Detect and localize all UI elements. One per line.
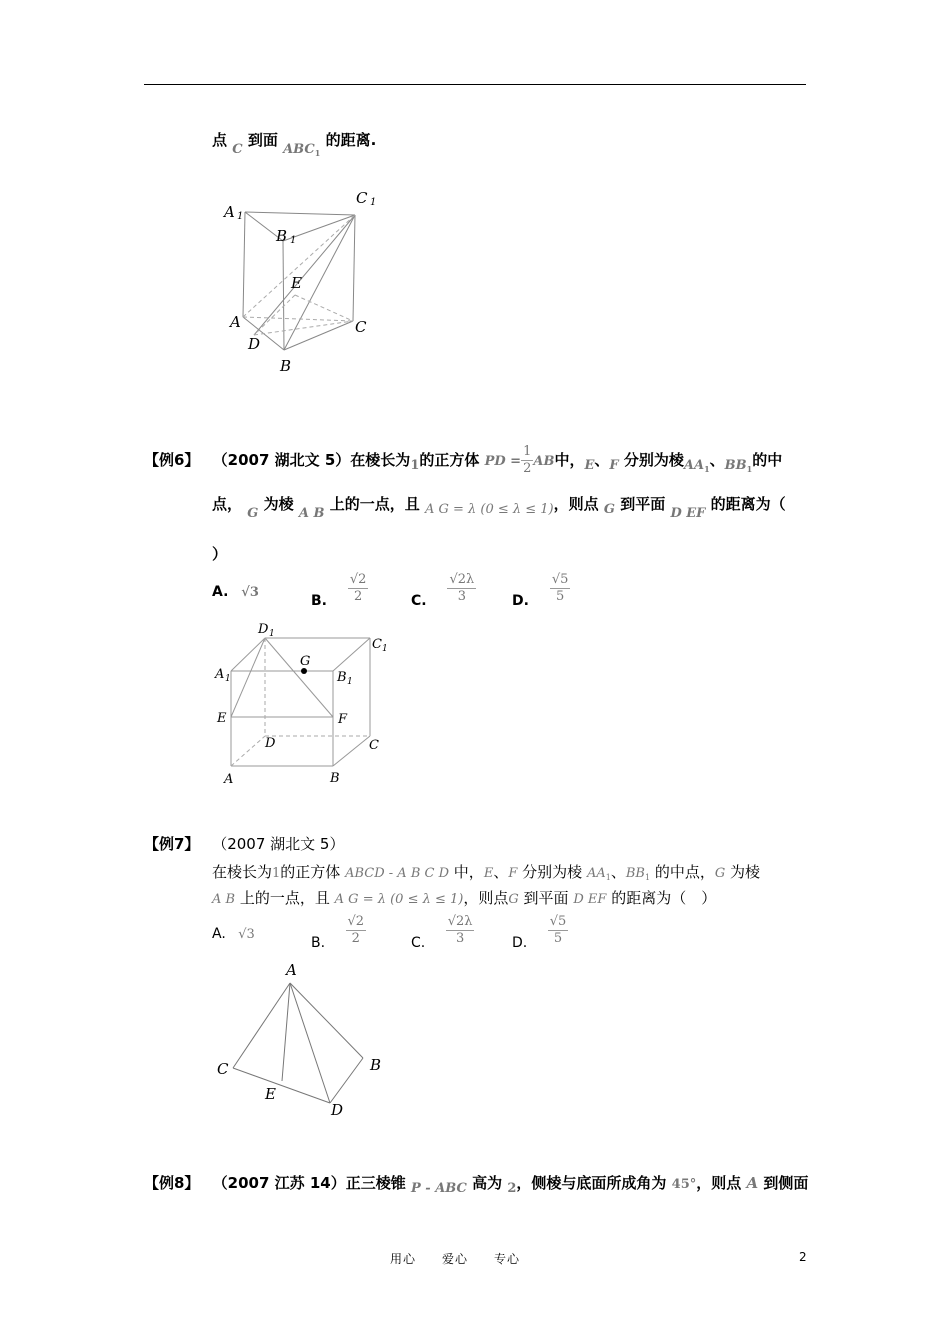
math-ab: AB — [533, 454, 555, 469]
option-value: √3 — [241, 585, 259, 600]
label-A: A — [230, 313, 241, 331]
option-label: B. — [311, 592, 327, 609]
math-G: G — [714, 866, 726, 881]
ex7-heading — [144, 833, 344, 854]
ex6-close-paren: ） — [212, 545, 228, 563]
math-angle: 45° — [671, 1177, 697, 1192]
example-tag: 【例6】 — [144, 451, 200, 469]
option-label: A. — [212, 584, 229, 600]
fraction — [521, 444, 533, 477]
aa-sub: 1 — [605, 873, 611, 882]
math-A1B1: A B — [212, 892, 236, 907]
fraction — [346, 914, 367, 947]
math-one: 1 — [272, 866, 281, 881]
label-F: F — [338, 712, 348, 727]
label-sub: 1 — [237, 211, 244, 222]
text: 上的一点，且 — [329, 495, 420, 513]
top-line — [212, 129, 377, 158]
footer-text: 用心 爱心 专心 — [390, 1252, 521, 1266]
label-B1: B — [337, 670, 347, 685]
face-text: ABC — [283, 142, 315, 157]
math-two: 2 — [507, 1181, 517, 1196]
math-BB1 — [626, 866, 650, 881]
fraction — [550, 572, 571, 605]
label-sub: 1 — [370, 197, 377, 208]
text: 、 — [709, 451, 725, 469]
frac-num: √2 — [347, 914, 365, 929]
math-plane: D EF — [670, 506, 706, 521]
text: 的中点， — [654, 863, 715, 881]
math-G: G — [508, 892, 519, 907]
frac-den: 2 — [354, 589, 363, 604]
text: ，则点 — [553, 495, 599, 513]
label-B1: B — [276, 227, 288, 245]
face-sub: 1 — [314, 148, 321, 158]
label-C: C — [369, 738, 379, 753]
text: 的中 — [752, 451, 783, 469]
label-sub: 1 — [382, 644, 388, 654]
math-plane: D EF — [573, 892, 607, 907]
label-C: C — [217, 1060, 229, 1078]
bb-sub: 1 — [644, 873, 651, 882]
ex6-line1 — [144, 444, 808, 477]
text: 分别为棱 — [522, 863, 583, 881]
ex6-line2 — [212, 493, 812, 521]
label-C1: C — [372, 637, 382, 652]
label-A: A — [286, 961, 297, 979]
text: 上的一点，且 — [239, 889, 330, 907]
ex7-option-c — [411, 914, 474, 951]
option-label: C. — [411, 934, 426, 951]
text: 高为 — [472, 1174, 503, 1192]
text: 中， — [453, 863, 484, 881]
text: 的正方体 — [419, 451, 480, 469]
math-pd: PD = — [484, 454, 522, 469]
math-F: F — [508, 866, 518, 881]
ex7-option-d — [512, 914, 568, 951]
frac-den: 3 — [457, 589, 466, 604]
text: （2007 湖北文 5）在棱长为 — [212, 451, 411, 469]
frac-num: √5 — [549, 914, 567, 929]
text: 、 — [594, 451, 610, 469]
label-D: D — [248, 335, 261, 353]
ex7-option-b — [311, 914, 366, 951]
bb-text: BB — [724, 458, 747, 473]
aa-text: AA — [586, 866, 606, 881]
bb-sub: 1 — [746, 464, 753, 474]
bb-text: BB — [625, 866, 645, 881]
math-cube: ABCD - A B C D — [345, 866, 450, 881]
label-E: E — [217, 711, 227, 726]
text: 、 — [493, 863, 509, 881]
text: 中， — [554, 451, 585, 469]
label-C: C — [355, 318, 367, 336]
frac-num: √2λ — [447, 914, 473, 929]
text: 的距离为（ — [710, 495, 786, 513]
fraction — [548, 914, 569, 947]
ex6-option-b — [311, 572, 368, 609]
math-one: 1 — [410, 458, 420, 473]
math-C: C — [232, 142, 243, 157]
example-tag: 【例8】 — [144, 1174, 200, 1192]
aa-text: AA — [683, 458, 705, 473]
aa-sub: 1 — [704, 464, 710, 474]
label-D1: D — [258, 622, 269, 637]
fraction — [447, 572, 476, 605]
label-D: D — [265, 736, 276, 751]
text: 在棱长为 — [212, 863, 273, 881]
option-label: B. — [311, 934, 326, 951]
prism-figure — [210, 185, 400, 380]
label-E: E — [265, 1085, 276, 1103]
label-A: A — [224, 772, 234, 787]
text: ，则点 — [463, 889, 509, 907]
header-rule — [144, 84, 806, 85]
label-B: B — [330, 771, 340, 786]
ex7-line1 — [212, 861, 760, 882]
frac-den: 2 — [351, 931, 360, 946]
option-label: A. — [212, 926, 226, 942]
text: 的正方体 — [280, 863, 341, 881]
math-face — [283, 142, 320, 157]
text: （2007 湖北文 5） — [212, 835, 345, 853]
label-B: B — [370, 1056, 382, 1074]
text: 到平面 — [620, 495, 666, 513]
text: 为棱 — [263, 495, 294, 513]
frac-num: √2 — [349, 572, 367, 587]
frac-num: 1 — [523, 444, 532, 459]
label-E: E — [291, 274, 302, 292]
math-condition: A G = λ (0 ≤ λ ≤ 1) — [424, 502, 554, 517]
text: 分别为棱 — [623, 451, 684, 469]
ex6-option-a — [212, 584, 259, 600]
label-G: G — [300, 654, 311, 669]
math-E: E — [483, 866, 494, 881]
frac-den: 2 — [523, 461, 532, 476]
text: ，侧棱与底面所成角为 — [516, 1174, 667, 1192]
math-condition: A G = λ (0 ≤ λ ≤ 1) — [334, 892, 464, 907]
text: 到侧面 — [763, 1174, 809, 1192]
ex7-option-a — [212, 926, 255, 942]
label-B: B — [280, 357, 292, 375]
frac-den: 5 — [555, 589, 565, 604]
ex7-line2 — [212, 887, 716, 908]
math-E: E — [584, 458, 595, 473]
label-C1: C — [356, 189, 368, 207]
ex8-line1 — [144, 1172, 809, 1196]
option-label: D. — [512, 934, 528, 951]
math-G: G — [247, 506, 259, 521]
label-A1: A — [215, 667, 225, 682]
fraction — [348, 572, 369, 605]
text: 的距离. — [325, 131, 377, 149]
math-pyramid: P - ABC — [410, 1181, 467, 1196]
text: 到平面 — [523, 889, 569, 907]
math-G: G — [603, 502, 615, 517]
ex6-option-d — [512, 572, 570, 609]
cube-figure — [210, 618, 400, 790]
text: 点 — [212, 131, 228, 149]
math-AA1 — [587, 866, 611, 881]
label-sub: 1 — [225, 674, 231, 684]
text: （2007 江苏 14）正三棱锥 — [212, 1174, 406, 1192]
math-A: A — [746, 1174, 759, 1192]
page-number: 2 — [799, 1250, 807, 1264]
label-sub: 1 — [347, 677, 353, 687]
pyramid-figure — [210, 958, 400, 1123]
text: 为棱 — [730, 863, 761, 881]
math-BB1 — [725, 458, 753, 473]
math-F: F — [609, 458, 619, 473]
label-sub: 1 — [290, 235, 297, 246]
fraction — [446, 914, 475, 947]
text: 、 — [610, 863, 626, 881]
label-D: D — [331, 1101, 344, 1119]
math-AA1 — [684, 458, 710, 473]
frac-num: √5 — [551, 572, 569, 587]
text: 点， — [212, 495, 243, 513]
option-value: √3 — [238, 927, 255, 942]
ex6-option-c — [411, 572, 476, 609]
label-A1: A — [224, 203, 235, 221]
option-label: C. — [411, 592, 427, 609]
frac-num: √2λ — [449, 572, 475, 587]
label-sub: 1 — [269, 629, 275, 639]
option-label: D. — [512, 592, 529, 609]
frac-den: 3 — [455, 931, 465, 946]
math-A1B1: A B — [298, 506, 325, 521]
frac-den: 5 — [553, 931, 563, 946]
text: 的距离为（ ） — [611, 889, 717, 907]
text: ，则点 — [696, 1174, 742, 1192]
text: 到面 — [247, 131, 278, 149]
example-tag: 【例7】 — [144, 835, 200, 853]
